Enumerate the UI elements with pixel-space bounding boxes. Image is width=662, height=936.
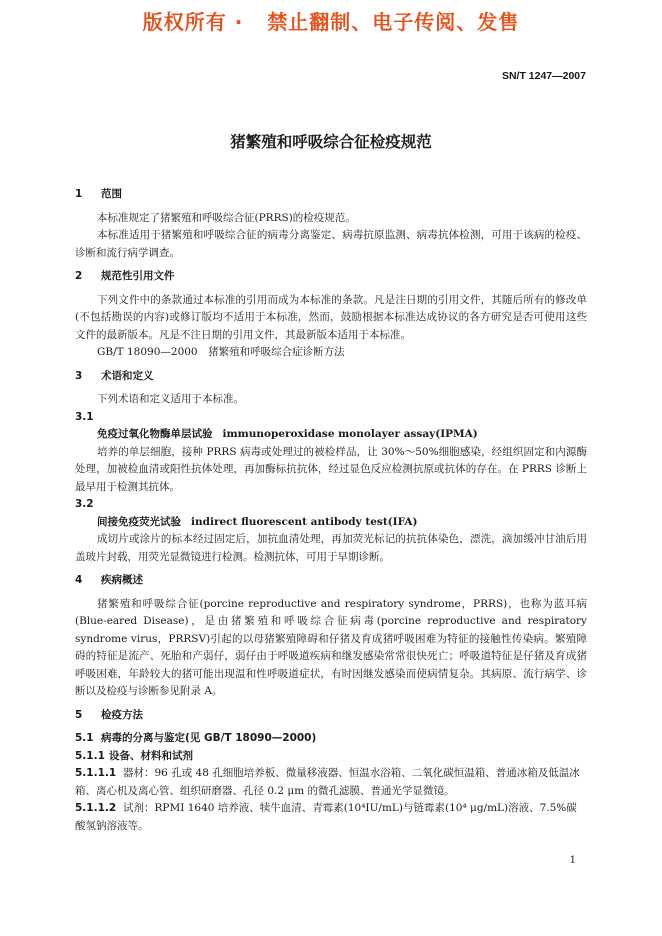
section-5-heading: 5 检疫方法 [75, 708, 143, 721]
subsection-5-1-1: 5.1.1 设备、材料和试剂 [75, 749, 193, 762]
section-1-paragraph-2: 本标准适用于猪繁殖和呼吸综合征的病毒分离鉴定、病毒抗原监测、病毒抗体检测，可用于该病的检疫、诊断和流行病学调查。 [75, 229, 587, 259]
section-4-heading: 4 疾病概述 [75, 574, 143, 586]
section-1-paragraph-1: 本标准规定了猪繁殖和呼吸综合征(PRRS)的检疫规范。 [97, 211, 356, 224]
copyright-banner: 版权所有 · 禁止翻制、电子传阅、发售 [142, 10, 520, 34]
section-3-intro: 下列术语和定义适用于本标准。 [97, 393, 244, 405]
term-3-1-definition: 培养的单层细胞，接种 PRRS 病毒或处理过的被检样品，让 30%～50%细胞感染，经组织固定和内源酶处理，加被检血清或阳性抗体处理，再加酶标抗抗体，经过显色反应检测抗原或抗体的存在。在 PRRS 诊断上最早用于检测其抗体。 [75, 445, 587, 493]
subsection-5-1: 5.1 病毒的分离与鉴定(见 GB/T 18090—2000) [75, 732, 317, 744]
term-3-1-number: 3.1 [75, 410, 94, 423]
section-2-heading: 2 规范性引用文件 [75, 270, 175, 282]
term-3-2-definition: 成切片或涂片的标本经过固定后，加抗血清处理，再加荧光标记的抗抗体染色，漂洗，滴加缓冲甘油后用盖玻片封载，用荧光显微镜进行检测。检测抗体，可用于早期诊断。 [75, 533, 587, 563]
section-2-paragraph-1: 下列文件中的条款通过本标准的引用而成为本标准的条款。凡是注日期的引用文件，其随后所有的修改单(不包括勘误的内容)或修订版均不适用于本标准，然而，鼓励根据本标准达成协议的各方研究是否可使用这些文件的最新版本。凡是不注日期的引用文件，其最新版本适用于本标准。 [75, 293, 587, 341]
term-3-2-number: 3.2 [75, 498, 94, 510]
document-title: 猪繁殖和呼吸综合征检疫规范 [230, 133, 432, 151]
normative-reference: GB/T 18090—2000 猪繁殖和呼吸综合症诊断方法 [97, 346, 345, 358]
document-body [75, 180, 587, 835]
section-4-paragraph-1: 猪繁殖和呼吸综合征(porcine reproductive and respiratory syndrome，PRRS)，也称为蓝耳病(Blue-eared Disease)，是由猪繁殖和呼吸综合征病毒(porcine reproductive and respiratory syndrome virus，PRRSV)引起的以母猪繁殖障碍和仔猪及育成猪呼吸困难为特征的接触性传染病。繁殖障碍的特征是流产、死胎和产弱仔，弱仔由于呼吸道疾病和继发感染常常很快死亡；呼吸道特征是仔猪及育成猪呼吸困难，年龄较大的猪可能出现温和性呼吸道症状，有时因继发感染而使病情复杂。其病原、流行病学、诊断以及检疫与诊断参见附录 A。 [75, 597, 587, 697]
item-5-1-1-1: 5.1.1.1 器材：96 孔或 48 孔细胞培养板、微量移液器、恒温水浴箱、二氧化碳恒温箱、普通冰箱及低温冰箱、离心机及离心管、组织研磨器、孔径 0.2 μm 的微孔滤膜、普通光学显微镜。 [75, 767, 580, 797]
term-3-2-title: 间接免疫荧光试验 indirect fluorescent antibody test(IFA) [97, 515, 418, 528]
term-3-1-title: 免疫过氧化物酶单层试验 immunoperoxidase monolayer assay(IPMA) [97, 428, 478, 440]
item-5-1-1-2: 5.1.1.2 试剂：RPMI 1640 培养液、犊牛血清、青霉素(10⁴IU/mL)与链霉素(10⁴ μg/mL)溶液、7.5%碳酸氢钠溶液等。 [75, 802, 577, 832]
standard-code: SN/T 1247—2007 [501, 70, 586, 82]
section-3-heading: 3 术语和定义 [75, 369, 154, 382]
section-1-heading: 1 范围 [75, 188, 122, 200]
page-number: 1 [569, 855, 576, 866]
